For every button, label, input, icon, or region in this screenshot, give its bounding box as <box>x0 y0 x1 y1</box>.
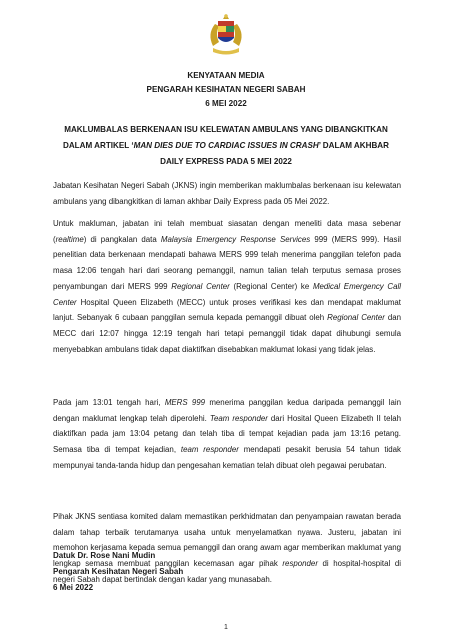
paragraph-investigation: Untuk makluman, jabatan ini telah membuat siasatan dengan meneliti data masa sebenar (realtime) di pangkalan data Malaysia Emergency Response Services 999 (MERS 999). Hasil penelitian data berkenaan mendapati bahawa MERS 999 telah menerima panggilan telefon pada masa 12:06 tengah hari dari seorang pemanggil, namun talian telah terputus semasa proses penyambungan dari MERS 999 Regional Center (Regional Center) ke Medical Emergency Call Center Hospital Queen Elizabeth (MECC) untuk proses verifikasi kes dan mendapat maklumat lanjut. Sebanyak 6 cubaan panggilan semula kepada pemanggil dibuat oleh Regional Center dan MECC dari 12:07 hingga 12:19 tengah hari tetapi pemanggil tidak dapat dihubungi semula menyebabkan ambulans tidak dapat diaktifkan disebabkan maklumat lokasi yang tidak jelas. <box>53 219 401 354</box>
document-type-heading: KENYATAAN MEDIA <box>187 71 265 80</box>
date-heading: 6 MEI 2022 <box>205 99 247 108</box>
signatory-name: Datuk Dr. Rose Nani Mudin <box>53 551 156 560</box>
coat-of-arms-emblem <box>201 12 251 56</box>
title-line-2: DALAM ARTIKEL ‘MAN DIES DUE TO CARDIAC ISSUES IN CRASH’ DALAM AKHBAR <box>62 141 389 150</box>
signature-date: 6 Mei 2022 <box>53 583 94 592</box>
paragraph-commitment: Pihak JKNS sentiasa komited dalam memastikan perkhidmatan dan penyampaian rawatan berada dalam tahap terbaik terutamanya usaha untuk menyelamatkan nyawa. Justeru, jabatan ini memohon kerjasama kepada semua pemanggil dan orang awam agar memberikan maklumat yang lengkap semasa membuat panggilan kecemasan agar pihak responder di hospital-hospital di negeri Sabah dapat bertindak dengan kadar yang munasabah. <box>53 512 401 584</box>
signatory-position: Pengarah Kesihatan Negeri Sabah <box>53 567 184 576</box>
title-line-1: MAKLUMBALAS BERKENAAN ISU KELEWATAN AMBULANS YANG DIBANGKITKAN <box>64 125 388 134</box>
title-line-3: DAILY EXPRESS PADA 5 MEI 2022 <box>160 157 292 166</box>
statement-title <box>30 122 422 170</box>
paragraph-intro: Jabatan Kesihatan Negeri Sabah (JKNS) ingin memberikan maklumbalas berkenaan isu kelewatan ambulans yang dibangkitkan di laman akhbar Daily Express pada 05 Mei 2022. <box>53 181 401 206</box>
page-number: 1 <box>224 624 228 631</box>
paragraph-second-call: Pada jam 13:01 tengah hari, MERS 999 menerima panggilan kedua daripada pemanggil lain dengan maklumat lengkap telah diperolehi. Team responder dari Hosital Queen Elizabeth II telah diaktifkan pada jam 13:04 petang dan telah tiba di tempat kejadian pada jam 13:16 petang. Semasa tiba di tempat kejadian, team responder mendapati pesakit berusia 54 tahun tidak mempunyai tanda-tanda hidup dan pengesahan kematian telah dibuat oleh pegawai perubatan. <box>53 398 402 470</box>
issuer-heading: PENGARAH KESIHATAN NEGERI SABAH <box>146 85 306 94</box>
